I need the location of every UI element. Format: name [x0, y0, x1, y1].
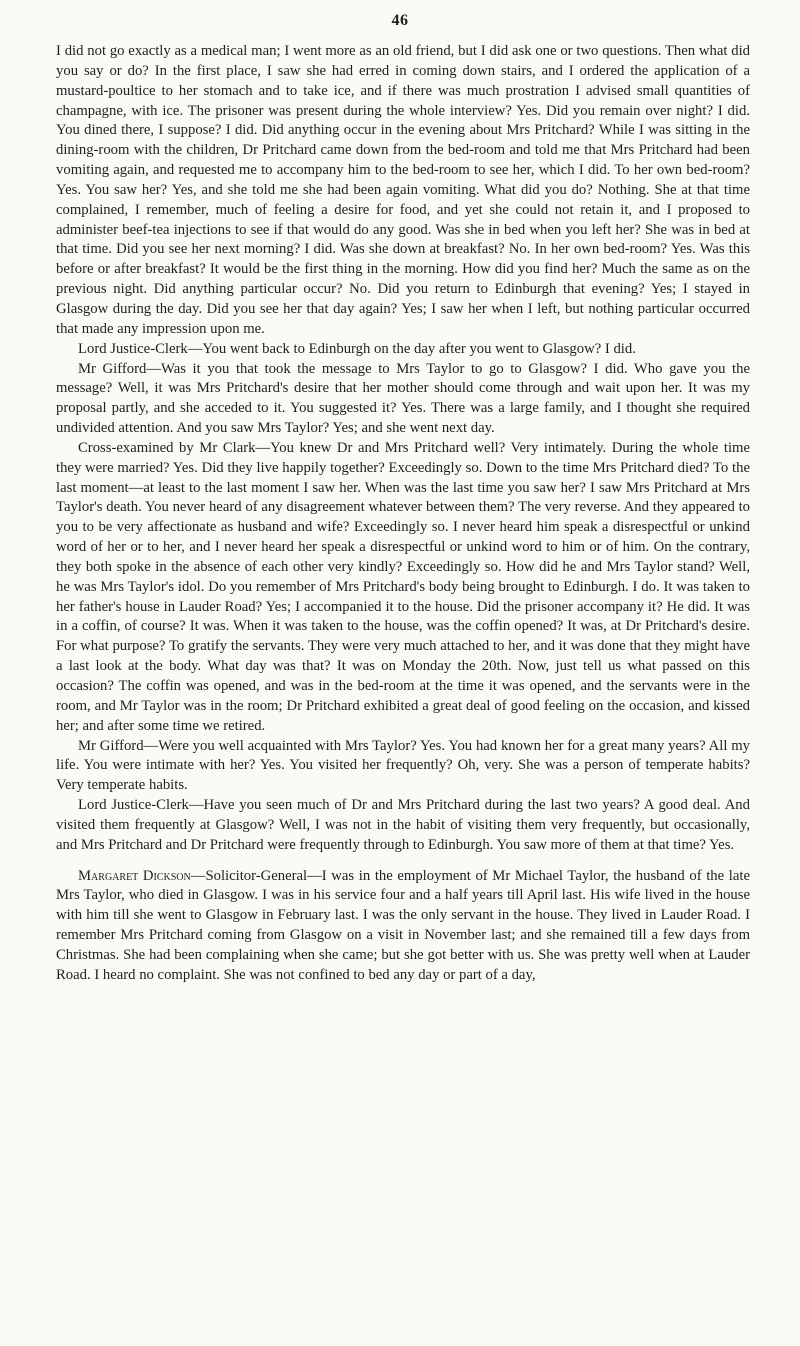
witness-name: Margaret Dickson [78, 867, 191, 884]
page-body [56, 42, 750, 986]
paragraph-6: Lord Justice-Clerk—Have you seen much of Dr and Mrs Pritchard during the last two years? A good deal. And visited them frequently at Glasgow? Well, I was not in the habit of visiting them very frequently, but occasionally, and Mrs Pritchard and Dr Pritchard were frequently through to Edinburgh. You saw more of them at that time? Yes. [56, 797, 750, 853]
paragraph-1: I did not go exactly as a medical man; I went more as an old friend, but I did ask one or two questions. Then what did you say or do? In the first place, I saw she had erred in coming down stairs, and I ordered the application of a mustard-poultice to her stomach and to take ice, and if there was much prostration I advised small quantities of champagne, with ice. The prisoner was present during the whole interview? Yes. Did you remain over night? I did. You dined there, I suppose? I did. Did anything occur in the evening about Mrs Pritchard? While I was sitting in the dining-room with the children, Dr Pritchard came down from the bed-room and told me that Mrs Pritchard had been vomiting again, and requested me to accompany him to the bed-room to see her, which I did. To her own bed-room? Yes. You saw her? Yes, and she told me she had been again vomiting. What did you do? Nothing. She at that time complained, I remember, much of feeling a desire for food, and yet she could not retain it, and I proposed to administer beef-tea injections to see if that would do any good. Was she in bed when you left her? She was in bed at that time. Did you see her next morning? I did. Was she down at breakfast? No. In her own bed-room? Yes. Was this before or after breakfast? It would be the first thing in the morning. How did you find her? Much the same as on the previous night. Did anything particular occur? No. Did you return to Edinburgh that evening? Yes; I stayed in Glasgow during the day. Did you see her that day again? Yes; I saw her when I left, but nothing particular occurred that made any impression upon me. [56, 43, 750, 337]
paragraph-4: Cross-examined by Mr Clark—You knew Dr and Mrs Pritchard well? Very intimately. During the whole time they were married? Yes. Did they live happily together? Exceedingly so. Down to the time Mrs Pritchard died? To the last moment—at least to the last moment I saw her. When was the last time you saw her? I saw Mrs Pritchard at Mrs Taylor's death. You never heard of any disagreement whatever between them? The very reverse. And they appeared to you to be very affectionate as husband and wife? Exceedingly so. I never heard him speak a disrespectful or unkind word of her or to her, and I never heard her speak a disrespectful or unkind word to him or of him. On the contrary, they both spoke in the absence of each other very kindly? Exceedingly so. How did he and Mrs Taylor stand? Well, he was Mrs Taylor's idol. Do you remember of Mrs Pritchard's body being brought to Edinburgh. I do. It was taken to her father's house in Lauder Road? Yes; I accompanied it to the house. Did the prisoner accompany it? He did. It was in a coffin, of course? It was. When it was taken to the house, was the coffin opened? It was, at Dr Pritchard's desire. For what purpose? To gratify the servants. They were very much attached to her, and it was done that they might have a last look at the body. What day was that? It was on Monday the 20th. Now, just tell us what passed on this occasion? The coffin was opened, and was in the bed-room at the time it was opened, and the servants were in the room, and Mr Taylor was in the room; Dr Pritchard exhibited a great deal of good feeling on the occasion, and kissed her; and after some time we retired. [56, 439, 750, 734]
paragraph-7-text: —Solicitor-General—I was in the employment of Mr Michael Taylor, the husband of the late Mrs Taylor, who died in Glasgow. I was in his service four and a half years till April last. His wife lived in the house with him till she went to Glasgow in February last. I was the only servant in the house. They lived in Lauder Road. I remember Mrs Pritchard coming from Glasgow on a visit in November last; and she remained till a few days from Christmas. She had been complaining when she came; but she got better with us. She was pretty well when at Lauder Road. I heard no complaint. She was not confined to bed any day or part of a day, [56, 867, 750, 983]
paragraph-7 [56, 867, 750, 986]
paragraph-5: Mr Gifford—Were you well acquainted with Mrs Taylor? Yes. You had known her for a great many years? All my life. You were intimate with her? Yes. You visited her frequently? Oh, very. She was a person of temperate habits? Very temperate habits. [56, 737, 750, 794]
page-number: 46 [391, 12, 409, 29]
paragraph-3: Mr Gifford—Was it you that took the message to Mrs Taylor to go to Glasgow? I did. Who gave you the message? Well, it was Mrs Pritchard's desire that her mother should come through and wait upon her. It was my proposal partly, and she acceded to it. You suggested it? Yes. There was a large family, and I thought she required undivided attention. And you saw Mrs Taylor? Yes; and she went next day. [56, 360, 750, 437]
paragraph-2: Lord Justice-Clerk—You went back to Edinburgh on the day after you went to Glasgow? I did. [78, 340, 636, 357]
